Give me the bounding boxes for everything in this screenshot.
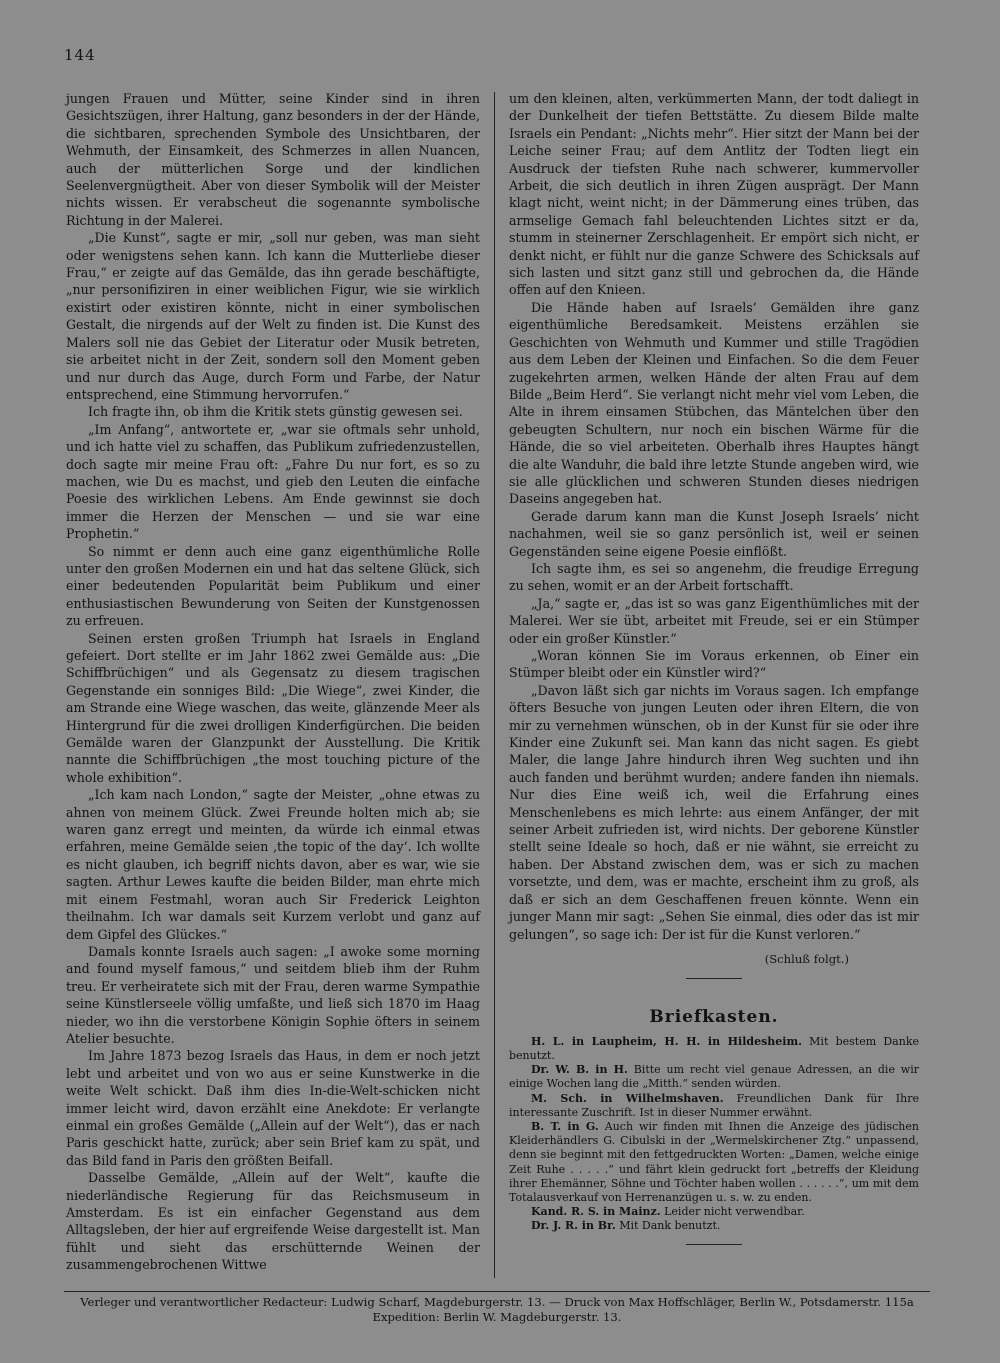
paragraph: „Woran können Sie im Voraus erkennen, ob Einer ein Stümper bleibt oder ein Künstler wird?“ bbox=[509, 648, 919, 681]
paragraph: „Im Anfang“, antwortete er, „war sie oftmals sehr unhold, und ich hatte viel zu schaffen, das Publikum zufriedenzustellen, doch sagte mir meine Frau oft: „Fahre Du nur fort, es so zu machen, wie Du es machst, und gieb den Leuten die einfache Poesie des wirklichen Lebens. Am Ende gewinnst sie doch immer die Herzen der Menschen — und sie war eine Prophetin.“ bbox=[66, 421, 480, 542]
mailbox-entries bbox=[509, 1035, 919, 1234]
imprint-publisher: Verleger und verantwortlicher Redacteur: Ludwig Scharf, Magdeburgerstr. 13. — Druck von Max Hoffschläger, Berlin W., Potsdamerstr. 115a bbox=[80, 1295, 914, 1309]
mailbox-end-divider bbox=[686, 1244, 742, 1245]
right-column bbox=[509, 90, 919, 1245]
paragraph: „Ja,“ sagte er, „das ist so was ganz Eigenthümliches mit der Malerei. Wer sie übt, arbeitet mit Freude, sei er ein Stümper oder ein großer Künstler.“ bbox=[509, 595, 919, 646]
column-divider bbox=[494, 92, 495, 1278]
paragraph: Damals konnte Israels auch sagen: „I awoke some morning and found myself famous,“ und seitdem blieb ihm der Ruhm treu. Er verheiratete sich mit der Frau, deren warme Sympathie seine Künstlerseele völlig umfaßte, und ließ sich 1870 im Haag nieder, wo ihn die verstorbene Königin Sophie öfters in seinem Atelier besuchte. bbox=[66, 943, 480, 1046]
mailbox-recipient: H. L. in Laupheim, H. H. in Hildesheim. bbox=[531, 1034, 802, 1048]
paragraph: Gerade darum kann man die Kunst Joseph Israels’ nicht nachahmen, weil sie so ganz persönlich ist, weil er seinen Gegenständen seine eigene Poesie einflößt. bbox=[509, 508, 919, 559]
mailbox-reply: Mit Dank benutzt. bbox=[615, 1219, 721, 1233]
continuation-note: (Schluß folgt.) bbox=[764, 951, 849, 966]
paragraph: Seinen ersten großen Triumph hat Israels in England gefeiert. Dort stellte er im Jahr 1862 zwei Gemälde aus: „Die Schiffbrüchigen“ und als Gegensatz zu diesem tragischen Gegenstande ein sonniges Bild: „Die Wiege“, zwei Kinder, die am Strande eine Wiege waschen, das weite, glänzende Meer als Hintergrund für die zwei drolligen Kinderfigürchen. Die beiden Gemälde waren der Glanzpunkt der Ausstellung. Die Kritik nannte die Schiffbrüchigen „the most touching picture of the whole exhibition“. bbox=[66, 630, 480, 785]
mailbox-reply: Leider nicht verwendbar. bbox=[660, 1205, 805, 1219]
paragraph: Im Jahre 1873 bezog Israels das Haus, in dem er noch jetzt lebt und arbeitet und von wo aus er seine Kunstwerke in die weite Welt schickt. Daß ihm dies In-die-Welt-schicken nicht immer leicht wird, davon erzählt eine Anekdote: Er verlangte einmal ein großes Gemälde („Allein auf der Welt“), das er nach Paris geschickt hatte, zurück; aber sein Brief kam zu spät, und das Bild fand in Paris den größten Beifall. bbox=[66, 1048, 480, 1168]
mailbox-recipient: Dr. W. B. in H. bbox=[531, 1063, 628, 1077]
mailbox-recipient: Kand. R. S. in Mainz. bbox=[531, 1205, 661, 1219]
mailbox-entry bbox=[509, 1120, 919, 1205]
mailbox-entry bbox=[509, 1219, 919, 1233]
short-divider bbox=[686, 978, 742, 979]
paragraph: „Die Kunst“, sagte er mir, „soll nur geben, was man sieht oder wenigstens sehen kann. Ich kann die Mutterliebe dieser Frau,“ er zeigte auf das Gemälde, das ihn gerade beschäftigte, „nur personifiziren in einer weiblichen Figur, wie sie wirklich existirt oder existiren könnte, nicht in einer symbolischen Gestalt, die nirgends auf der Welt zu finden ist. Die Kunst des Malers soll nie das Gebiet der Literatur oder Musik betreten, sie arbeitet nicht in der Zeit, sondern soll den Moment geben und nur durch das Auge, durch Form und Farbe, der Natur entsprechend, eine Stimmung hervorrufen.“ bbox=[66, 230, 480, 402]
left-column bbox=[66, 90, 480, 1274]
page-number: 144 bbox=[64, 46, 96, 64]
mailbox-reply: Bitte um recht viel genaue Adressen, an die wir einige Wochen lang die „Mitth.“ senden würden. bbox=[509, 1063, 919, 1091]
mailbox-recipient: Dr. J. R. in Br. bbox=[531, 1219, 616, 1233]
imprint bbox=[64, 1295, 930, 1325]
mailbox-entry bbox=[509, 1092, 919, 1120]
right-column-text bbox=[509, 90, 919, 943]
paragraph: So nimmt er denn auch eine ganz eigenthümliche Rolle unter den großen Modernen ein und hat das seltene Glück, sich einer bedeutenden Popularität beim Publikum und einer enthusiastischen Bewunderung von Seiten der Kunstgenossen zu erfreuen. bbox=[66, 543, 480, 629]
mailbox-entry bbox=[509, 1035, 919, 1063]
mailbox-recipient: M. Sch. in Wilhelmshaven. bbox=[531, 1091, 724, 1105]
mailbox-entry bbox=[509, 1205, 919, 1219]
paragraph: Ich fragte ihn, ob ihm die Kritik stets günstig gewesen sei. bbox=[88, 404, 463, 420]
mailbox-entry bbox=[509, 1063, 919, 1091]
imprint-expedition: Expedition: Berlin W. Magdeburgerstr. 13. bbox=[372, 1310, 622, 1324]
paragraph: „Ich kam nach London,“ sagte der Meister, „ohne etwas zu ahnen von meinem Glück. Zwei Freunde holten mich ab; sie waren ganz erregt und meinten, da würde ich einmal etwas erfahren, meine Gemälde seien ‚the topic of the day‘. Ich wollte es nicht glauben, ich begriff nichts davon, aber es war, wie sie sagten. Arthur Lewes kaufte die beiden Bilder, man ehrte mich mit einem Festmahl, woran auch Sir Frederick Leighton theilnahm. Ich war damals seit Kurzem verlobt und ganz auf dem Gipfel des Glückes.“ bbox=[66, 787, 480, 942]
paragraph: jungen Frauen und Mütter, seine Kinder sind in ihren Gesichtszügen, ihrer Haltung, ganz besonders in der der Hände, die sichtbaren, sprechenden Symbole des Unsichtbaren, der Wehmuth, der Einsamkeit, des Schmerzes in allen Nuancen, auch der mütterlichen Sorge und der kindlichen Seelenvergnügtheit. Aber von dieser Symbolik will der Meister nichts wissen. Er verabscheut die sogenannte symbolische Richtung in der Malerei. bbox=[66, 91, 480, 228]
paragraph: Dasselbe Gemälde, „Allein auf der Welt“, kaufte die niederländische Regierung für das Reichsmuseum in Amsterdam. Es ist ein einfacher Gegenstand aus dem Alltagsleben, der hier auf ergreifende Weise dargestellt ist. Man fühlt und sieht das erschütternde Weinen der zusammengebrochenen Wittwe bbox=[66, 1170, 480, 1273]
paragraph: Die Hände haben auf Israels’ Gemälden ihre ganz eigenthümliche Beredsamkeit. Meistens erzählen sie Geschichten von Wehmuth und Kummer und stille Tragödien aus dem Leben der Kleinen und Einfachen. So die dem Feuer zugekehrten armen, welken Hände der alten Frau auf dem Bilde „Beim Herd“. Sie verlangt nicht mehr viel vom Leben, die Alte in ihrem einsamen Stübchen, das Mäntelchen über den gebeugten Schultern, nur noch ein bischen Wärme für die Hände, die so viel arbeiteten. Oberhalb ihres Hauptes hängt die alte Wanduhr, die bald ihre letzte Stunde angeben wird, wie sie alle glücklichen und schweren Stunden dieses niedrigen Daseins angegeben hat. bbox=[509, 299, 919, 507]
paragraph: Ich sagte ihm, es sei so angenehm, die freudige Erregung zu sehen, womit er an der Arbeit fortschafft. bbox=[509, 560, 919, 594]
paragraph: „Davon läßt sich gar nichts im Voraus sagen. Ich empfange öfters Besuche von jungen Leuten oder ihren Eltern, die von mir zu vernehmen wünschen, ob in der Kunst für sie oder ihre Kinder eine Zukunft sei. Man kann das nicht sagen. Es giebt Maler, die lange Jahre hindurch ihren Weg suchten und ihn auch fanden und berühmt wurden; andere fanden ihn niemals. Nur dies Eine weiß ich, weil die Erfahrung eines Menschenlebens es mich lehrte: aus einem Anfänger, der mit seiner Arbeit zufrieden ist, wird nichts. Der geborene Künstler stellt seine Ideale so hoch, daß er nie wähnt, sie erreicht zu haben. Der Abstand zwischen dem, was er sich zu machen vorsetzte, und dem, was er machte, erscheint ihm zu groß, als daß er sich an dem Geschaffenen freuen könnte. Wenn ein junger Mann mir sagt: „Sehen Sie einmal, dies oder das ist mir gelungen“, so sage ich: Der ist für die Kunst verloren.“ bbox=[509, 682, 919, 942]
mailbox-reply: Mit bestem Danke benutzt. bbox=[509, 1034, 919, 1062]
mailbox-reply: Auch wir finden mit Ihnen die Anzeige des jüdischen Kleiderhändlers G. Cibulski in der „Wermelskirchener Ztg.“ unpassend, denn sie beginnt mit den fettgedruckten Worten: „Damen, welche einige Zeit Ruhe . . . . .“ und fährt klein gedruckt fort „betreffs der Kleidung ihrer Ehemänner, Söhne und Töchter haben wollen . . . . . .“, um mit dem Totalausverkauf von Herrenanzügen u. s. w. zu enden. bbox=[509, 1119, 919, 1204]
footer-divider bbox=[64, 1291, 930, 1292]
paragraph: um den kleinen, alten, verkümmerten Mann, der todt daliegt in der Dunkelheit der tiefen Bettstätte. Zu diesem Bilde malte Israels ein Pendant: „Nichts mehr“. Hier sitzt der Mann bei der Leiche seiner Frau; auf dem Antlitz der Todten liegt ein Ausdruck der tiefsten Ruhe nach schwerer, kummervoller Arbeit, die sich deutlich in ihren Zügen ausprägt. Der Mann klagt nicht, weint nicht; in der Dämmerung eines trüben, das armselige Gemach fahl beleuchtenden Lichtes sitzt er da, stumm in steinerner Zerschlagenheit. Er empört sich nicht, er denkt nicht, er fühlt nur die ganze Schwere des Schicksals auf sich lasten und sitzt ganz still und gebrochen da, die Hände offen auf den Knieen. bbox=[509, 91, 919, 298]
mailbox-heading: Briefkasten. bbox=[649, 1007, 779, 1028]
mailbox-recipient: B. T. in G. bbox=[531, 1119, 599, 1133]
mailbox-reply: Freundlichen Dank für Ihre interessante Zuschrift. Ist in dieser Nummer erwähnt. bbox=[509, 1091, 919, 1119]
